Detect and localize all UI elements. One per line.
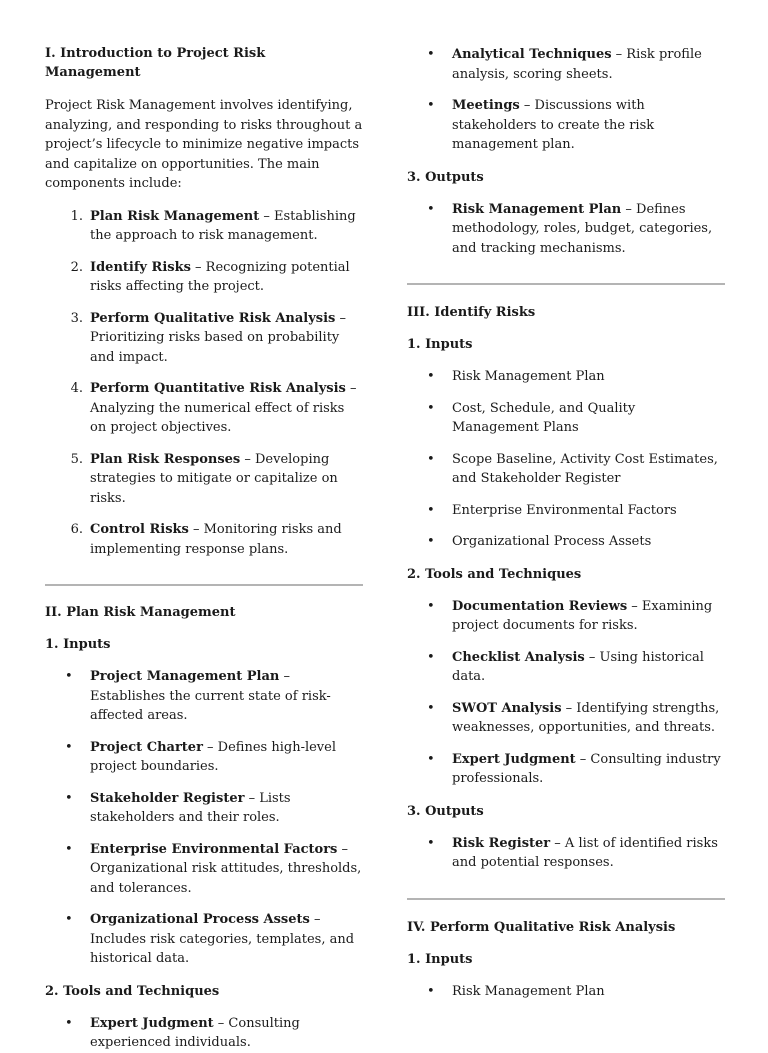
list-item: • Checklist Analysis – Using historical data.	[427, 649, 704, 684]
components-list	[45, 207, 363, 560]
list-item: • Enterprise Environmental Factors – Organizational risk attitudes, thresholds, and tolerances.	[65, 841, 362, 896]
list-item: • Stakeholder Register – Lists stakeholders and their roles.	[65, 790, 291, 825]
list-item: • Scope Baseline, Activity Cost Estimates, and Stakeholder Register	[427, 451, 718, 486]
identify-inputs-heading: 1. Inputs	[407, 337, 473, 352]
list-item: 6. Control Risks – Monitoring risks and implementing response plans.	[70, 522, 342, 557]
list-item: • Documentation Reviews – Examining project documents for risks.	[427, 598, 713, 633]
list-item: • Risk Management Plan	[427, 369, 605, 384]
plan-tools-continued-list	[407, 45, 725, 155]
intro-heading: I. Introduction to Project Risk Management	[45, 46, 266, 80]
plan-outputs-heading: 3. Outputs	[407, 169, 484, 185]
identify-heading: III. Identify Risks	[407, 305, 536, 320]
plan-heading: II. Plan Risk Management	[45, 605, 236, 620]
section-divider	[45, 584, 363, 586]
qualitative-inputs-heading: 1. Inputs	[407, 951, 473, 967]
list-item: • Project Charter – Defines high-level project boundaries.	[65, 739, 337, 774]
identify-outputs-heading: 3. Outputs	[407, 803, 484, 819]
plan-inputs-list	[45, 667, 363, 969]
list-item: • Risk Management Plan – Defines methodology, roles, budget, categories, and tracking mechanisms.	[427, 201, 713, 256]
section-divider	[407, 283, 725, 285]
list-item: • Risk Management Plan	[427, 983, 605, 999]
right-column	[407, 45, 725, 1001]
list-item: • Expert Judgment – Consulting industry professionals.	[427, 751, 721, 786]
plan-outputs-list	[407, 200, 725, 259]
list-item: • Risk Register – A list of identified risks and potential responses.	[427, 835, 718, 870]
plan-inputs-heading: 1. Inputs	[45, 637, 111, 652]
left-column	[45, 44, 363, 1053]
qualitative-inputs-list	[407, 982, 725, 1002]
identify-tools-list	[407, 597, 725, 789]
list-item: • Organizational Process Assets	[427, 534, 652, 549]
list-item: 1. Plan Risk Management – Establishing the approach to risk management.	[70, 208, 356, 243]
qualitative-heading: IV. Perform Qualitative Risk Analysis	[407, 919, 676, 935]
identify-tools-heading: 2. Tools and Techniques	[407, 566, 582, 582]
list-item: • Project Management Plan – Establishes the current state of risk-affected areas.	[65, 669, 331, 723]
plan-tools-list	[45, 1014, 363, 1053]
list-item: • Cost, Schedule, and Quality Management Plans	[427, 400, 636, 435]
list-item: • Enterprise Environmental Factors	[427, 502, 677, 518]
identify-inputs-list	[407, 367, 725, 552]
list-item: • Organizational Process Assets – Includes risk categories, templates, and historical data.	[65, 912, 355, 966]
identify-outputs-list	[407, 834, 725, 873]
list-item: • SWOT Analysis – Identifying strengths, weaknesses, opportunities, and threats.	[427, 700, 720, 735]
list-item: 3. Perform Qualitative Risk Analysis – Prioritizing risks based on probability and impact.	[70, 310, 347, 365]
section-divider	[407, 898, 725, 900]
list-item: • Expert Judgment – Consulting experienced individuals.	[65, 1015, 300, 1050]
intro-paragraph: Project Risk Management involves identifying, analyzing, and responding to risks throughout a project’s lifecycle to minimize negative impacts and capitalize on opportunities. The main components include:	[45, 98, 363, 191]
list-item: 4. Perform Quantitative Risk Analysis – Analyzing the numerical effect of risks on project objectives.	[70, 381, 357, 435]
list-item: • Meetings – Discussions with stakeholders to create the risk management plan.	[427, 98, 655, 152]
list-item: 5. Plan Risk Responses – Developing strategies to mitigate or capitalize on risks.	[70, 451, 338, 506]
list-item: 2. Identify Risks – Recognizing potential risks affecting the project.	[70, 259, 350, 294]
plan-tools-heading: 2. Tools and Techniques	[45, 983, 220, 999]
list-item: • Analytical Techniques – Risk profile analysis, scoring sheets.	[427, 47, 702, 82]
